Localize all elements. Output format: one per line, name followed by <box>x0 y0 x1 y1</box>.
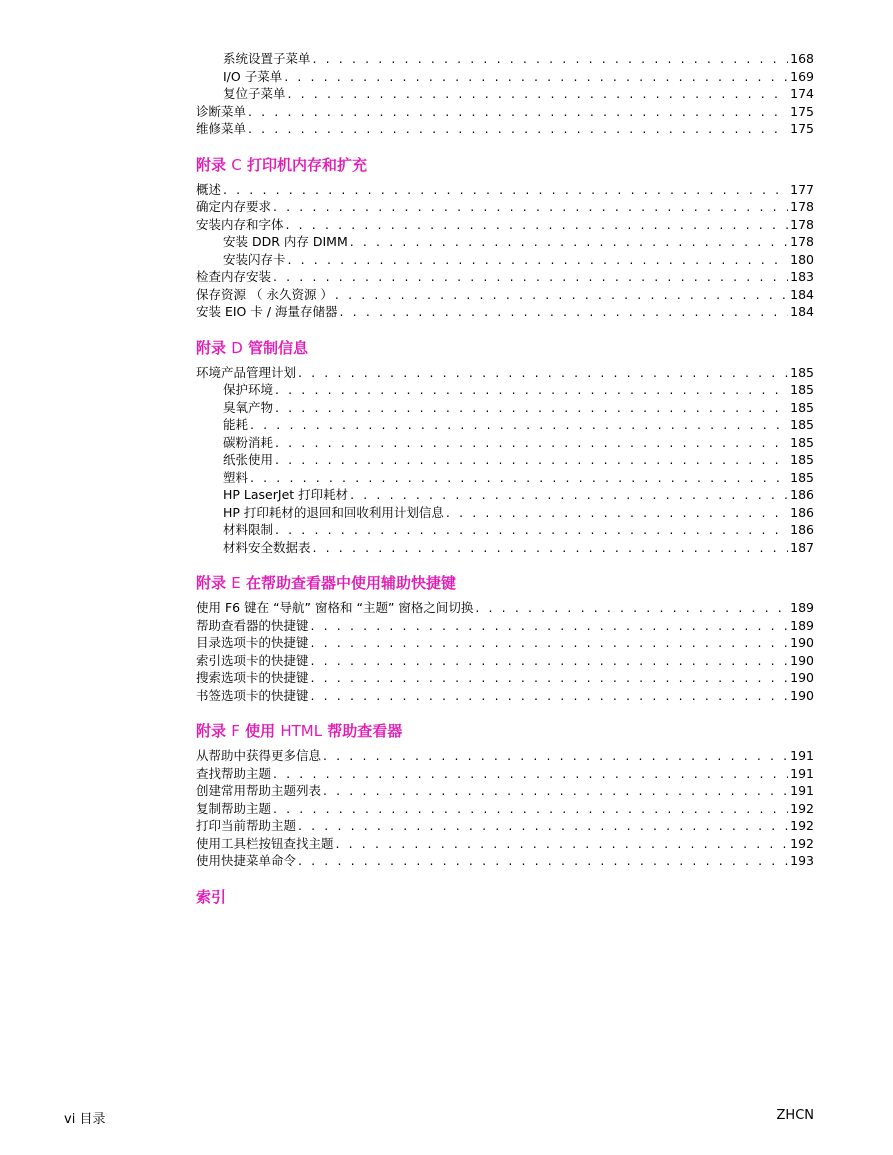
appendix-e-letter: E <box>231 574 241 592</box>
appendix-e-entries <box>196 599 814 704</box>
toc-entry[interactable] <box>196 835 814 853</box>
toc-entry[interactable] <box>196 486 814 504</box>
dot-leader <box>248 120 788 138</box>
toc-entry-page: 185 <box>790 399 814 415</box>
toc-entry-label: 使用快捷菜单命令 <box>196 853 297 868</box>
toc-entry[interactable] <box>196 469 814 487</box>
toc-entry-page: 185 <box>790 417 814 432</box>
toc-entry-label: 诊断菜单 <box>196 103 247 119</box>
toc-entry-page: 169 <box>790 68 814 84</box>
toc-entry[interactable] <box>196 233 814 251</box>
toc-entry-page: 190 <box>790 687 814 703</box>
appendix-f-entries <box>196 747 814 870</box>
toc-entry-label: 从帮助中获得更多信息 <box>196 748 322 763</box>
toc-entry-page: 192 <box>790 800 814 816</box>
toc-entry-page: 191 <box>790 748 814 763</box>
toc-entry-page: 193 <box>790 853 814 868</box>
dot-leader <box>340 303 789 321</box>
toc-entry-label: 安装内存和字体 <box>196 216 284 232</box>
dot-leader <box>275 521 788 539</box>
toc-entry-page: 186 <box>790 487 814 502</box>
toc-entry[interactable] <box>196 268 814 286</box>
appendix-d-letter: D <box>231 338 243 357</box>
toc-entry[interactable] <box>196 687 814 705</box>
toc-entry[interactable] <box>196 539 814 557</box>
toc-entry-label: HP LaserJet 打印耗材 <box>223 487 349 502</box>
dot-leader <box>275 434 788 452</box>
toc-entry[interactable] <box>196 652 814 670</box>
toc-entry-page: 185 <box>790 382 814 397</box>
dot-leader <box>223 181 788 199</box>
toc-entry[interactable] <box>196 399 814 417</box>
footer-page-label: vi 目录 <box>64 1112 106 1127</box>
toc-entry-page: 191 <box>790 765 814 781</box>
toc-entry-page: 192 <box>790 835 814 851</box>
toc-list-top <box>196 50 814 138</box>
toc-entry-page: 190 <box>790 652 814 668</box>
toc-entry-page: 180 <box>790 251 814 267</box>
toc-entry-label: 目录选项卡的快捷键 <box>196 635 309 650</box>
dot-leader <box>275 399 788 417</box>
dot-leader <box>336 835 789 853</box>
dot-leader <box>275 451 788 469</box>
appendix-e-heading[interactable] <box>196 573 814 593</box>
appendix-c-entries <box>196 181 814 321</box>
dot-leader <box>298 852 788 870</box>
toc-entry[interactable] <box>196 303 814 321</box>
appendix-d-entries <box>196 364 814 557</box>
toc-entry-label: 复位子菜单 <box>223 86 286 101</box>
dot-leader <box>311 687 789 705</box>
toc-entry-label: 臭氧产物 <box>223 399 274 415</box>
toc-entry-label: 保存资源 （ 永久资源 ） <box>196 286 333 302</box>
toc-entry[interactable] <box>196 364 814 382</box>
toc-entry-label: 维修菜单 <box>196 121 247 136</box>
dot-leader <box>298 364 788 382</box>
toc-entry-page: 177 <box>790 181 814 197</box>
dot-leader <box>446 504 788 522</box>
toc-entry-label: 系统设置子菜单 <box>223 51 311 66</box>
toc-entry-label: 能耗 <box>223 417 249 432</box>
dot-leader <box>313 539 789 557</box>
toc-entry-label: 查找帮助主题 <box>196 765 272 781</box>
toc-entry-page: 175 <box>790 121 814 136</box>
dot-leader <box>323 782 788 800</box>
toc-entry[interactable] <box>196 669 814 687</box>
toc-entry-label: HP 打印耗材的退回和回收利用计划信息 <box>223 504 444 520</box>
appendix-c-letter: C <box>231 155 242 174</box>
appendix-f-prefix: 附录 <box>196 722 232 740</box>
dot-leader <box>323 747 788 765</box>
dot-leader <box>298 817 788 835</box>
toc-entry-page: 189 <box>790 617 814 633</box>
toc-entry-label: 塑料 <box>223 469 249 485</box>
dot-leader <box>311 634 789 652</box>
toc-entry[interactable] <box>196 782 814 800</box>
toc-entry-page: 178 <box>790 234 814 249</box>
toc-entry-label: 创建常用帮助主题列表 <box>196 783 322 798</box>
toc-entry[interactable] <box>196 181 814 199</box>
dot-leader <box>284 68 788 86</box>
toc-entry-label: 搜索选项卡的快捷键 <box>196 670 309 685</box>
toc-entry-label: 使用 F6 键在 “导航” 窗格和 “主题” 窗格之间切换 <box>196 600 474 615</box>
toc-entry-label: 复制帮助主题 <box>196 800 272 816</box>
toc-entry-page: 174 <box>790 86 814 101</box>
toc-entry-label: 安装 EIO 卡 / 海量存储器 <box>196 304 338 319</box>
toc-entry[interactable] <box>196 381 814 399</box>
toc-entry[interactable] <box>196 765 814 783</box>
toc-entry[interactable] <box>196 286 814 304</box>
appendix-c-title: 打印机内存和扩充 <box>241 155 367 174</box>
toc-entry-label: 打印当前帮助主题 <box>196 818 297 833</box>
dot-leader <box>288 85 789 103</box>
toc-entry[interactable] <box>196 800 814 818</box>
toc-entry-page: 185 <box>790 469 814 485</box>
dot-leader <box>275 381 788 399</box>
dot-leader <box>273 800 788 818</box>
toc-entry[interactable] <box>196 198 814 216</box>
appendix-d-heading[interactable] <box>196 338 814 358</box>
appendix-e-prefix: 附录 <box>196 574 232 592</box>
index-heading[interactable]: 索引 <box>196 887 227 906</box>
toc-entry-label: 使用工具栏按钮查找主题 <box>196 835 334 851</box>
toc-entry[interactable] <box>196 85 814 103</box>
appendix-f-heading[interactable] <box>196 721 814 741</box>
dot-leader <box>311 669 789 687</box>
toc-entry-page: 183 <box>790 269 814 284</box>
toc-entry-page: 186 <box>790 504 814 520</box>
toc-entry[interactable] <box>196 251 814 269</box>
toc-entry-page: 189 <box>790 600 814 615</box>
toc-entry-page: 192 <box>790 818 814 833</box>
toc-entry[interactable] <box>196 68 814 86</box>
dot-leader <box>313 50 789 68</box>
toc-entry-label: 纸张使用 <box>223 452 274 467</box>
dot-leader <box>475 599 788 617</box>
toc-content <box>196 50 814 913</box>
toc-entry[interactable] <box>196 617 814 635</box>
toc-entry-label: 安装闪存卡 <box>223 251 286 267</box>
toc-entry-label: 确定内存要求 <box>196 199 272 214</box>
toc-entry[interactable] <box>196 852 814 870</box>
toc-entry[interactable] <box>196 216 814 234</box>
appendix-f-letter: F <box>231 722 240 740</box>
dot-leader <box>350 486 788 504</box>
appendix-f-title-html: HTML <box>280 722 323 740</box>
toc-entry[interactable] <box>196 747 814 765</box>
toc-entry-page: 186 <box>790 522 814 537</box>
toc-entry-label: 环境产品管理计划 <box>196 364 297 380</box>
appendix-e-title: 在帮助查看器中使用辅助快捷键 <box>240 574 456 592</box>
dot-leader <box>286 216 789 234</box>
dot-leader <box>273 765 788 783</box>
toc-entry-page: 185 <box>790 364 814 380</box>
toc-entry-label: 碳粉消耗 <box>223 434 274 450</box>
toc-entry-label: 安装 DDR 内存 DIMM <box>223 234 348 249</box>
toc-entry-label: 材料限制 <box>223 522 274 537</box>
toc-entry[interactable] <box>196 416 814 434</box>
appendix-d-title: 管制信息 <box>242 338 309 357</box>
appendix-d-prefix: 附录 <box>196 338 232 357</box>
toc-entry-page: 191 <box>790 783 814 798</box>
toc-entry-page: 187 <box>790 539 814 555</box>
toc-entry-label: 检查内存安装 <box>196 269 272 284</box>
toc-entry-label: 书签选项卡的快捷键 <box>196 687 309 703</box>
toc-entry-label: 材料安全数据表 <box>223 539 311 555</box>
toc-entry[interactable] <box>196 50 814 68</box>
dot-leader <box>311 617 789 635</box>
toc-entry[interactable] <box>196 817 814 835</box>
toc-entry[interactable] <box>196 504 814 522</box>
toc-entry-label: I/O 子菜单 <box>223 68 283 84</box>
toc-entry-label: 概述 <box>196 181 222 197</box>
toc-entry[interactable] <box>196 521 814 539</box>
toc-entry[interactable] <box>196 103 814 121</box>
toc-entry[interactable] <box>196 634 814 652</box>
dot-leader <box>250 416 788 434</box>
toc-entry-label: 索引选项卡的快捷键 <box>196 652 309 668</box>
toc-entry-page: 185 <box>790 434 814 450</box>
dot-leader <box>350 233 788 251</box>
dot-leader <box>288 251 789 269</box>
toc-entry[interactable] <box>196 120 814 138</box>
dot-leader <box>273 198 788 216</box>
footer-locale: ZHCN <box>776 1108 814 1123</box>
toc-entry-label: 帮助查看器的快捷键 <box>196 617 309 633</box>
toc-entry-page: 178 <box>790 216 814 232</box>
dot-leader <box>273 268 788 286</box>
toc-entry-page: 190 <box>790 670 814 685</box>
toc-entry-page: 178 <box>790 199 814 214</box>
toc-entry-label: 保护环境 <box>223 382 274 397</box>
toc-entry-page: 175 <box>790 103 814 119</box>
appendix-c-heading[interactable] <box>196 155 814 175</box>
appendix-f-title-end: 帮助查看器 <box>322 722 403 740</box>
appendix-c-prefix: 附录 <box>196 155 232 174</box>
toc-entry[interactable] <box>196 451 814 469</box>
toc-entry-page: 190 <box>790 635 814 650</box>
toc-entry[interactable] <box>196 434 814 452</box>
toc-entry-page: 168 <box>790 51 814 66</box>
dot-leader <box>335 286 788 304</box>
appendix-f-title-mid: 使用 <box>239 722 281 740</box>
toc-entry-page: 184 <box>790 286 814 302</box>
dot-leader <box>250 469 788 487</box>
dot-leader <box>248 103 788 121</box>
toc-entry-page: 184 <box>790 304 814 319</box>
toc-entry[interactable] <box>196 599 814 617</box>
dot-leader <box>311 652 789 670</box>
toc-entry-page: 185 <box>790 452 814 467</box>
